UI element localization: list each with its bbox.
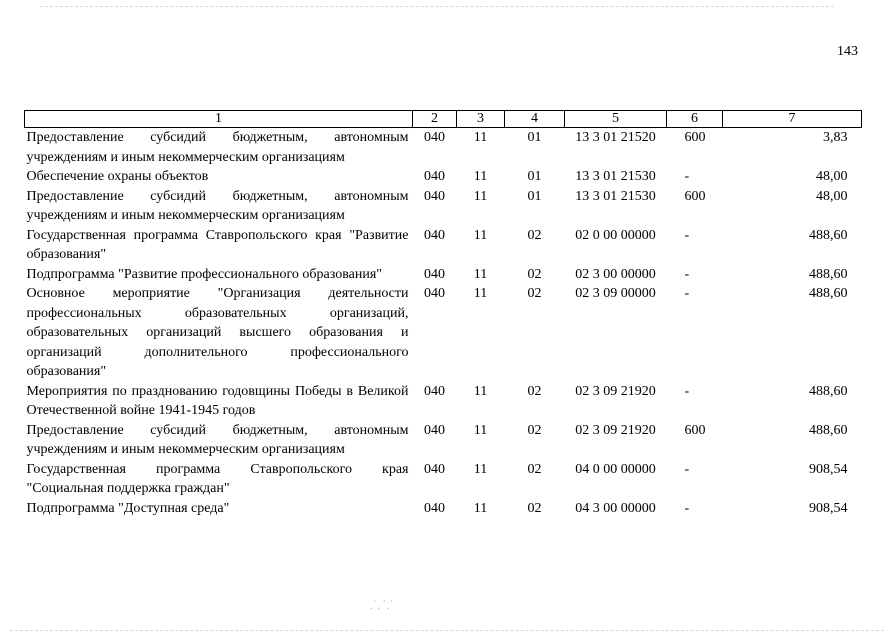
row-ministry-code: 040	[424, 461, 445, 477]
row-section: 11	[473, 500, 488, 516]
row-ministry-code: 040	[424, 422, 445, 438]
row-subsection: 01	[527, 188, 542, 204]
row-expense-type: -	[684, 500, 690, 516]
header-col-1: 1	[25, 111, 413, 128]
row-amount: 908,54	[809, 500, 848, 516]
row-name: Обеспечение охраны объектов	[26, 169, 209, 184]
row-section: 11	[473, 383, 488, 399]
row-target-article: 02 3 09 00000	[575, 286, 656, 301]
row-amount: 488,60	[809, 383, 848, 399]
table-row	[25, 265, 862, 285]
row-ministry-code: 040	[424, 500, 445, 516]
budget-table	[24, 110, 862, 518]
row-subsection: 01	[527, 169, 542, 184]
header-col-7: 7	[723, 111, 862, 128]
page-number: 143	[837, 44, 858, 59]
row-expense-type: -	[684, 461, 690, 477]
row-target-article: 02 0 00 00000	[575, 227, 656, 243]
row-target-article: 13 3 01 21530	[575, 188, 656, 204]
row-subsection: 02	[527, 266, 542, 282]
row-name: Предоставление субсидий бюджетным, автономным учреждениям и иным некоммерческим организациям	[26, 422, 409, 457]
table-row	[25, 499, 862, 519]
row-name: Государственная программа Ставропольского края "Социальная поддержка граждан"	[26, 461, 409, 496]
row-ministry-code: 040	[424, 227, 445, 243]
scan-artifact-top	[40, 6, 834, 7]
row-amount: 48,00	[816, 169, 848, 184]
table-row	[25, 187, 862, 226]
row-subsection: 01	[527, 130, 542, 145]
row-ministry-code: 040	[424, 266, 445, 282]
row-subsection: 02	[527, 461, 542, 477]
row-section: 11	[473, 422, 488, 438]
row-section: 11	[473, 227, 488, 243]
table-row	[25, 226, 862, 265]
row-subsection: 02	[527, 500, 542, 516]
row-target-article: 02 3 09 21920	[575, 422, 656, 438]
header-col-3: 3	[457, 111, 505, 128]
row-ministry-code: 040	[424, 383, 445, 399]
table-row	[25, 128, 862, 168]
header-col-6: 6	[667, 111, 723, 128]
header-col-5: 5	[565, 111, 667, 128]
row-section: 11	[473, 169, 488, 184]
row-subsection: 02	[527, 227, 542, 243]
row-expense-type: -	[684, 286, 690, 301]
row-subsection: 02	[527, 422, 542, 438]
table-row	[25, 421, 862, 460]
header-col-4: 4	[505, 111, 565, 128]
row-name: Государственная программа Ставропольского края "Развитие образования"	[26, 227, 409, 262]
row-name: Подпрограмма "Доступная среда"	[26, 500, 230, 516]
row-target-article: 04 0 00 00000	[575, 461, 656, 477]
row-section: 11	[473, 286, 488, 301]
row-amount: 488,60	[809, 227, 848, 243]
table-header	[25, 111, 862, 128]
row-section: 11	[473, 266, 488, 282]
row-amount: 48,00	[816, 188, 848, 204]
row-expense-type: -	[684, 227, 690, 243]
row-section: 11	[473, 130, 488, 145]
row-expense-type: 600	[684, 422, 706, 438]
row-amount: 488,60	[809, 266, 848, 282]
row-subsection: 02	[527, 383, 542, 399]
row-target-article: 02 3 09 21920	[575, 383, 656, 399]
row-section: 11	[473, 188, 488, 204]
row-name: Предоставление субсидий бюджетным, автономным учреждениям и иным некоммерческим организациям	[26, 188, 409, 223]
row-ministry-code: 040	[424, 130, 445, 145]
row-ministry-code: 040	[424, 169, 445, 184]
header-col-2: 2	[413, 111, 457, 128]
row-ministry-code: 040	[424, 286, 445, 301]
table-row	[25, 284, 862, 382]
row-target-article: 02 3 00 00000	[575, 266, 656, 282]
row-expense-type: -	[684, 266, 690, 282]
row-target-article: 04 3 00 00000	[575, 500, 656, 516]
table-row	[25, 167, 862, 187]
row-expense-type: 600	[684, 188, 706, 204]
row-name: Предоставление субсидий бюджетным, автономным учреждениям и иным некоммерческим организациям	[26, 130, 409, 165]
row-target-article: 13 3 01 21530	[575, 169, 656, 184]
table-row	[25, 382, 862, 421]
table-body	[25, 128, 862, 519]
row-target-article: 13 3 01 21520	[575, 130, 656, 145]
row-amount: 908,54	[809, 461, 848, 477]
row-name: Подпрограмма "Развитие профессионального образования"	[26, 266, 382, 282]
row-name: Мероприятия по празднованию годовщины Победы в Великой Отечественной войне 1941-1945 годов	[26, 383, 409, 418]
row-expense-type: 600	[684, 130, 706, 145]
row-expense-type: -	[684, 169, 690, 184]
scan-smudge: ⸫ ⸪	[370, 598, 393, 612]
row-amount: 3,83	[823, 130, 848, 145]
row-amount: 488,60	[809, 422, 848, 438]
table-row	[25, 460, 862, 499]
row-name: Основное мероприятие "Организация деятельности профессиональных образовательных организаций, образовательных организаций высшего образования и организаций дополнительного профессионального образования"	[26, 286, 409, 379]
scan-artifact-bottom	[10, 630, 884, 631]
row-subsection: 02	[527, 286, 542, 301]
row-expense-type: -	[684, 383, 690, 399]
row-section: 11	[473, 461, 488, 477]
row-ministry-code: 040	[424, 188, 445, 204]
header-row	[25, 111, 862, 128]
row-amount: 488,60	[809, 286, 848, 301]
